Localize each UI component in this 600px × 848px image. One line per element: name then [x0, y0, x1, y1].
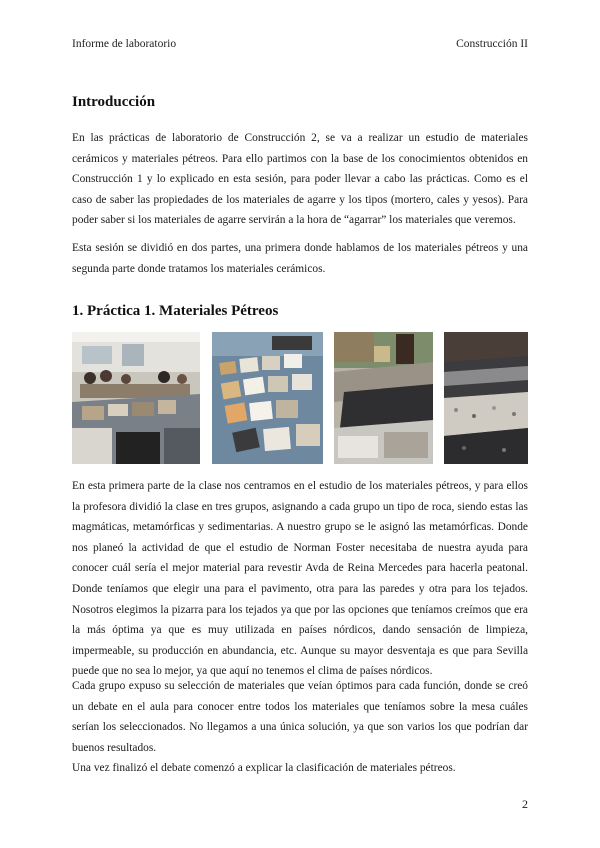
photo-granite-slabs	[444, 332, 528, 464]
section-heading-practica-1: 1. Práctica 1. Materiales Pétreos	[72, 303, 279, 319]
practica-paragraph-2	[72, 676, 528, 779]
intro-paragraph-2-text: Esta sesión se dividió en dos partes, una primera donde hablamos de los materiales pétreos y una segunda parte donde tratamos los materiales cerámicos.	[72, 242, 528, 275]
photo-stone-slabs-closeup	[334, 332, 433, 464]
practica-paragraph-1	[72, 476, 528, 682]
page-number: 2	[522, 797, 528, 811]
section-heading-introduction: Introducción	[72, 94, 156, 110]
running-header-title: Informe de laboratorio	[72, 38, 177, 50]
practica-paragraph-2-text: Cada grupo expuso su selección de materiales que veían óptimos para cada función, donde se creó un debate en el aula para conocer entre todos los materiales que teníamos sobre la mesa cuáles serían los seleccionados. No llegamos a una única solución, ya que son varios los que podrían dar buenos resultados.	[72, 680, 528, 754]
intro-paragraph-2	[72, 238, 528, 279]
practica-paragraph-1-text: En esta primera parte de la clase nos centramos en el estudio de los materiales pétreos, y para ellos la profesora dividió la clase en tres grupos, asignando a cada grupo un tipo de roca, siendo estas las magmáticas, metamórficas y sedimentarias. A nuestro grupo se le asignó las metamórficas. Donde nos planeó la actividad de que el estudio de Norman Foster necesitaba de nuestra ayuda para conocer cuál sería el mejor material para revestir Avda de Reina Mercedes para hacerla peatonal. Donde teníamos que elegir una para el pavimento, otra para las paredes y otra para los tejados. Nosotros elegimos la pizarra para los tejados ya que por las opciones que teníamos creímos que era la más óptima ya que es muy utilizada en países nórdicos, dando sensación de limpieza, impermeable, su producción en abundancia, etc. Aunque su mayor desventaja es que para Sevilla puede que no sea lo mejor, ya que aquí no tenemos el clima de países nórdicos.	[72, 480, 528, 678]
running-header-course: Construcción II	[456, 38, 528, 50]
photo-tile-samples-table	[212, 332, 323, 464]
photo-strip	[72, 332, 528, 464]
photo-classroom-stone-samples	[72, 332, 200, 464]
practica-paragraph-3-text: Una vez finalizó el debate comenzó a explicar la clasificación de materiales pétreos.	[72, 762, 456, 775]
intro-paragraph-1	[72, 128, 528, 231]
intro-paragraph-1-text: En las prácticas de laboratorio de Construcción 2, se va a realizar un estudio de materiales cerámicos y materiales pétreos. Para ello partimos con la base de los conocimientos obtenidos en Construcción 1 y lo explicado en esta sesión, para poder llevar a cabo las prácticas. Como es el caso de saber las propiedades de los materiales de agarre y los tipos (mortero, cales y yesos). Para poder saber si los materiales de agarre servirán a la hora de “agarrar” los materiales que veremos.	[72, 132, 528, 227]
